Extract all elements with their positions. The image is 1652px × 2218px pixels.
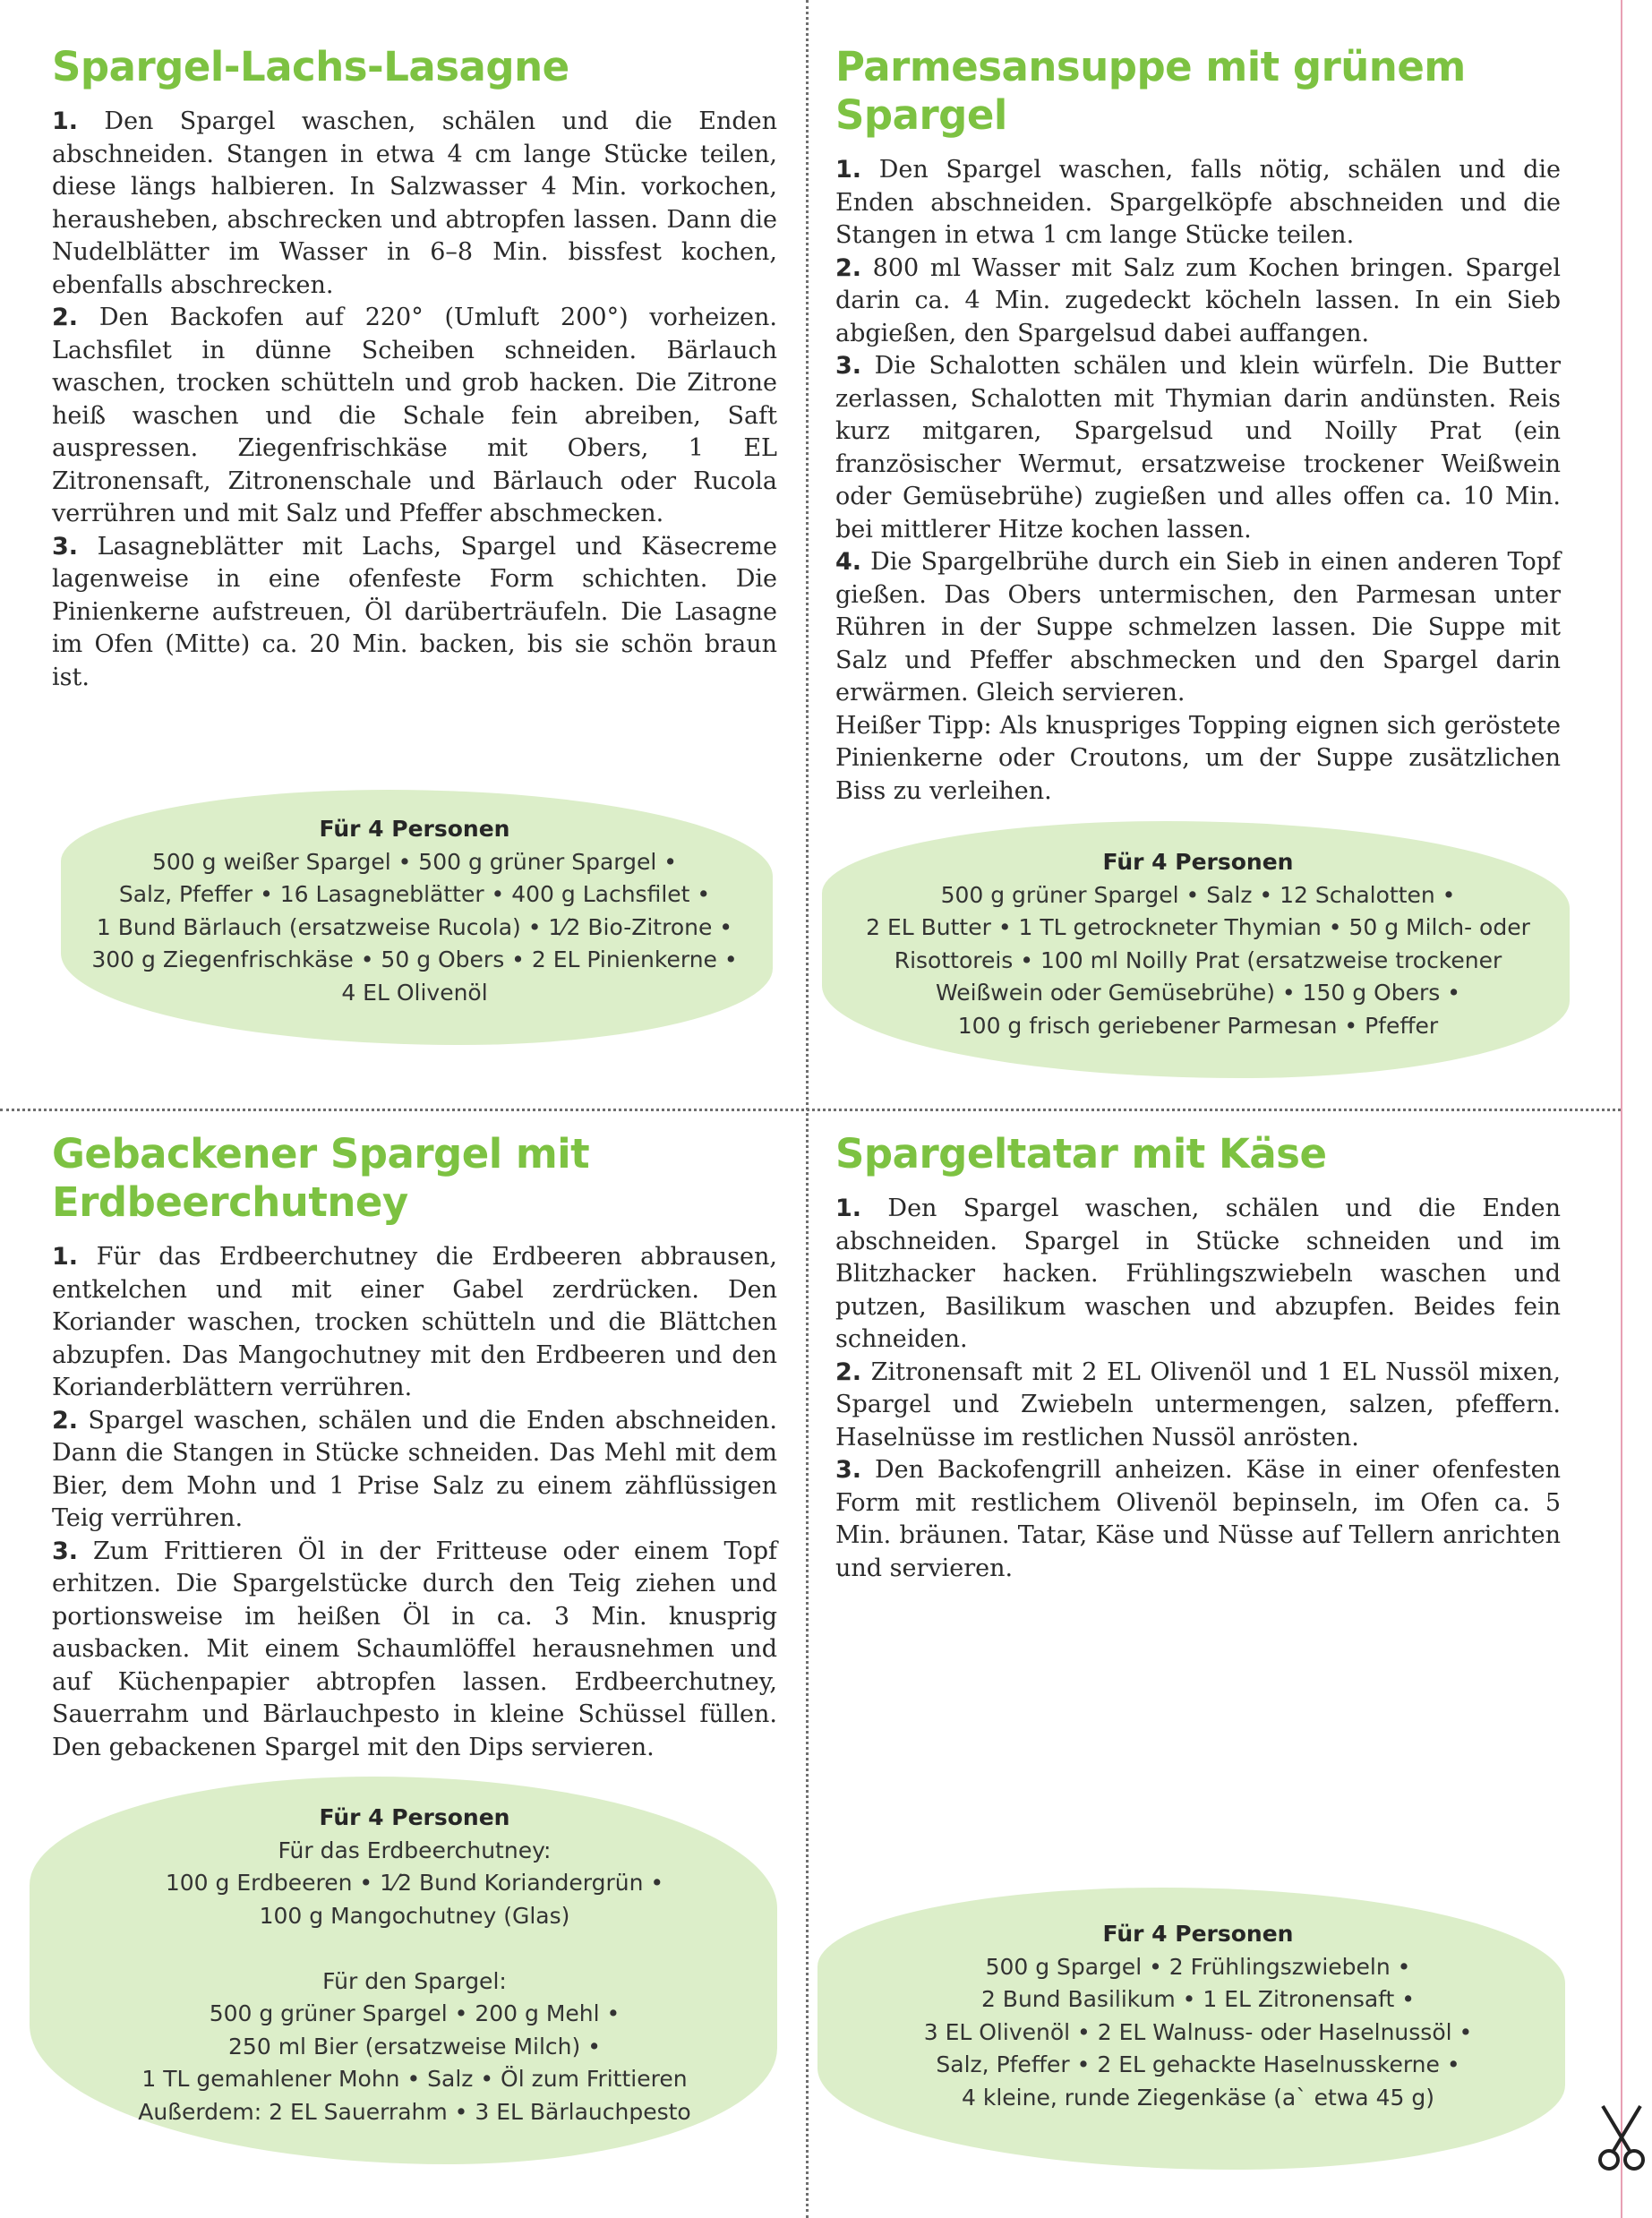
step-number: 3.	[52, 532, 79, 561]
ingredient-line: 4 EL Olivenöl	[341, 979, 488, 1006]
recipe-card-1	[52, 43, 777, 694]
step-text: Die Spargelbrühe durch ein Sieb in einen anderen Topf gießen. Das Obers untermischen, den Parmesan unter Rühren in der Suppe schmelzen lassen. Die Suppe mit Salz und Pfeffer abschmecken und den Spargel darin erwärmen. Gleich servieren.	[835, 548, 1561, 707]
ingredient-line: 100 g frisch geriebener Parmesan • Pfeffer	[957, 1012, 1439, 1039]
step-text: Den Spargel waschen, falls nötig, schälen und die Enden abschneiden. Spargelköpfe abschneiden und die Stangen in etwa 1 cm lange Stücke teilen.	[835, 156, 1561, 249]
ingredient-line: 2 EL Butter • 1 TL getrockneter Thymian • 50 g Milch- oder	[866, 914, 1530, 940]
ingredient-line: Risottoreis • 100 ml Noilly Prat (ersatzweise trockener	[894, 946, 1502, 973]
recipe-step	[835, 546, 1561, 710]
ingredient-line: 2 Bund Basilikum • 1 EL Zitronensaft •	[980, 1986, 1416, 2012]
ingredient-line: 500 g Spargel • 2 Frühlingszwiebeln •	[985, 1953, 1411, 1980]
step-number: 3.	[52, 1537, 79, 1565]
recipe-step	[835, 1193, 1561, 1357]
ingredient-line: 100 g Mangochutney (Glas)	[259, 1902, 570, 1929]
step-number: 2.	[52, 304, 79, 331]
step-text: Die Schalotten schälen und klein würfeln. Die Butter zerlassen, Schalotten mit Thymian darin andünsten. Reis kurz mitgaren, Spargelsud und Noilly Prat (ein französischer Wermut, ersatzweise trockener Weißwein oder Gemüsebrühe) zugießen und alles offen ca. 10 Min. bei mittlerer Hitze kochen lassen.	[835, 352, 1561, 544]
ingredient-line: 1 Bund Bärlauch (ersatzweise Rucola) • 1⁄2 Bio-Zitrone •	[96, 913, 733, 940]
ingredient-line: 3 EL Olivenöl • 2 EL Walnuss- oder Haselnussöl •	[923, 2018, 1473, 2045]
recipe-step	[835, 350, 1561, 546]
ingredients-heading: Für 4 Personen	[319, 816, 510, 842]
page-edge-line	[1621, 0, 1622, 2218]
ingredient-spacer	[52, 1932, 777, 1965]
step-number: 2.	[835, 253, 862, 282]
ingredients-heading: Für 4 Personen	[1102, 1921, 1294, 1947]
recipe-card-4	[835, 1130, 1561, 1585]
recipe-step	[835, 253, 1561, 351]
tip-text: Heißer Tipp: Als knuspriges Topping eignen sich geröstete Pinienkerne oder Croutons, um der Suppe zusätzlichen Biss zu verleihen.	[835, 711, 1561, 805]
ingredient-line: Außerdem: 2 EL Sauerrahm • 3 EL Bärlauchpesto	[138, 2098, 691, 2125]
ingredients-box-1	[52, 813, 777, 1009]
step-number: 1.	[52, 107, 79, 135]
recipe-card-3	[52, 1130, 777, 1764]
recipe-step	[52, 1405, 777, 1536]
step-number: 1.	[835, 156, 862, 184]
step-text: Den Backofengrill anheizen. Käse in einer ofenfesten Form mit restlichem Olivenöl bepinseln, im Ofen ca. 5 Min. bräunen. Tatar, Käse und Nüsse auf Tellern anrichten und servieren.	[835, 1456, 1561, 1582]
ingredient-line: 500 g grüner Spargel • Salz • 12 Schalotten •	[940, 881, 1456, 908]
recipe-title: Spargel-Lachs-Lasagne	[52, 43, 569, 90]
recipe-card-2	[835, 43, 1561, 808]
step-number: 1.	[835, 1195, 862, 1222]
ingredients-heading: Für 4 Personen	[319, 1804, 510, 1830]
horizontal-cut-line	[0, 1109, 1621, 1111]
recipe-step	[835, 154, 1561, 253]
ingredient-line: 500 g weißer Spargel • 500 g grüner Spargel •	[151, 848, 678, 875]
ingredient-line: Weißwein oder Gemüsebrühe) • 150 g Obers •	[935, 980, 1461, 1006]
recipe-title: Gebackener Spargel mit Erdbeerchutney	[52, 1130, 590, 1226]
step-number: 3.	[835, 352, 862, 380]
recipe-tip	[835, 710, 1561, 809]
step-number: 1.	[52, 1243, 79, 1271]
step-text: Für das Erdbeerchutney die Erdbeeren abbrausen, entkelchen und mit einer Gabel zerdrücken. Den Koriander waschen, trocken schütteln und die Blättchen abzupfen. Das Mangochutney mit den Erdbeeren und den Korianderblättern verrühren.	[52, 1243, 777, 1401]
step-number: 2.	[52, 1406, 79, 1434]
recipe-step	[52, 302, 777, 531]
ingredient-line: 1 TL gemahlener Mohn • Salz • Öl zum Frittieren	[141, 2066, 688, 2092]
ingredient-line: 4 kleine, runde Ziegenkäse (a` etwa 45 g)	[962, 2084, 1434, 2111]
step-text: Lasagneblätter mit Lachs, Spargel und Käsecreme lagenweise in eine ofenfeste Form schichten. Die Pinienkerne aufstreuen, Öl darüberträufeln. Die Lasagne im Ofen (Mitte) ca. 20 Min. backen, bis sie schön braun ist.	[52, 532, 777, 691]
scissors-icon	[1590, 2102, 1652, 2172]
ingredient-line: Für den Spargel:	[322, 1967, 507, 1994]
ingredient-line: Salz, Pfeffer • 16 Lasagneblätter • 400 g Lachsfilet •	[118, 881, 711, 907]
step-text: Den Spargel waschen, schälen und die Enden abschneiden. Stangen in etwa 4 cm lange Stücke teilen, diese längs halbieren. In Salzwasser 4 Min. vorkochen, herausheben, abschrecken und abtropfen lassen. Dann die Nudelblätter im Wasser in 6–8 Min. bissfest kochen, ebenfalls abschrecken.	[52, 107, 777, 299]
ingredient-line: 500 g grüner Spargel • 200 g Mehl •	[209, 2000, 621, 2026]
step-text: Spargel waschen, schälen und die Enden abschneiden. Dann die Stangen in Stücke schneiden. Das Mehl mit dem Bier, dem Mohn und 1 Prise Salz zu einem zähflüssigen Teig verrühren.	[52, 1406, 777, 1532]
ingredient-line: 300 g Ziegenfrischkäse • 50 g Obers • 2 EL Pinienkerne •	[91, 946, 738, 972]
step-number: 4.	[835, 548, 862, 576]
step-text: Den Spargel waschen, schälen und die Enden abschneiden. Spargel in Stücke schneiden und im Blitzhacker hacken. Frühlingszwiebeln waschen und putzen, Basilikum waschen und abzupfen. Beides fein schneiden.	[835, 1195, 1561, 1353]
ingredient-line: Für das Erdbeerchutney:	[278, 1837, 552, 1863]
step-text: Zitronensaft mit 2 EL Olivenöl und 1 EL Nussöl mixen, Spargel und Zwiebeln untermengen, salzen, pfeffern. Haselnüsse im restlichen Nussöl anrösten.	[835, 1357, 1561, 1452]
step-text: Zum Frittieren Öl in der Fritteuse oder einem Topf erhitzen. Die Spargelstücke durch den Teig ziehen und portionsweise im heißen Öl in ca. 3 Min. knusprig ausbacken. Mit einem Schaumlöffel herausnehmen und auf Küchenpapier abtropfen lassen. Erdbeerchutney, Sauerrahm und Bärlauchpesto in kleine Schüssel füllen. Den gebackenen Spargel mit den Dips servieren.	[52, 1537, 778, 1761]
recipe-step	[52, 531, 777, 695]
step-text: 800 ml Wasser mit Salz zum Kochen bringen. Spargel darin ca. 4 Min. zugedeckt köcheln lassen. In ein Sieb abgießen, den Spargelsud dabei auffangen.	[835, 253, 1561, 347]
ingredient-line: 100 g Erdbeeren • 1⁄2 Bund Koriandergrün •	[165, 1870, 664, 1896]
recipe-step	[52, 1536, 777, 1765]
recipe-step	[835, 1357, 1561, 1455]
recipe-step	[52, 106, 777, 302]
recipe-step	[835, 1454, 1561, 1585]
step-number: 3.	[835, 1456, 862, 1484]
ingredients-box-2	[835, 846, 1561, 1042]
recipe-title: Parmesansuppe mit grünem Spargel	[835, 43, 1466, 139]
ingredient-line: Salz, Pfeffer • 2 EL gehackte Haselnusskerne •	[936, 2051, 1460, 2077]
ingredients-box-4	[835, 1918, 1561, 2114]
recipe-step	[52, 1241, 777, 1405]
step-text: Den Backofen auf 220° (Umluft 200°) vorheizen. Lachsfilet in dünne Scheiben schneiden. Bärlauch waschen, trocken schütteln und grob hacken. Die Zitrone heiß waschen und die Schale fein abreiben, Saft auspressen. Ziegenfrischkäse mit Obers, 1 EL Zitronensaft, Zitronenschale und Bärlauch oder Rucola verrühren und mit Salz und Pfeffer abschmecken.	[52, 304, 777, 527]
ingredient-line: 250 ml Bier (ersatzweise Milch) •	[228, 2033, 601, 2060]
ingredients-box-3	[52, 1802, 777, 2128]
step-number: 2.	[835, 1357, 862, 1386]
recipe-title: Spargeltatar mit Käse	[835, 1130, 1327, 1178]
ingredients-heading: Für 4 Personen	[1102, 849, 1294, 875]
